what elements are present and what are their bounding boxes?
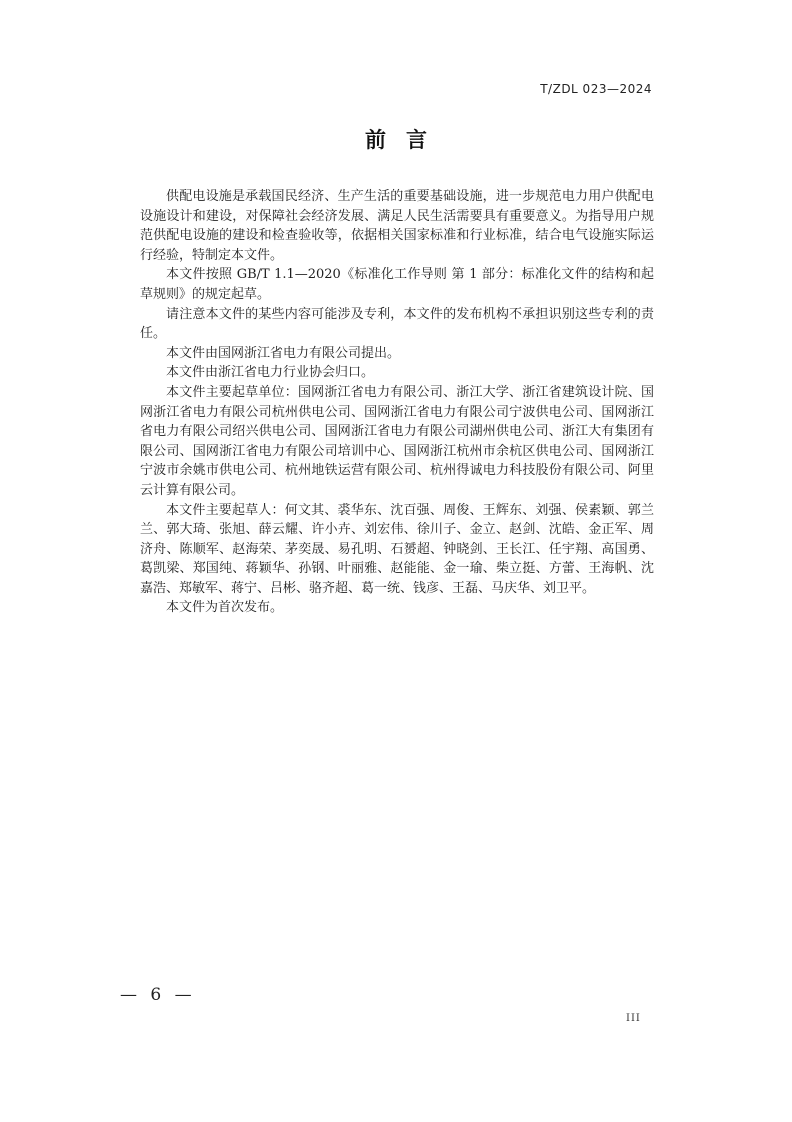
paragraph-drafting-units: 本文件主要起草单位：国网浙江省电力有限公司、浙江大学、浙江省建筑设计院、国网浙江省电力有限公司杭州供电公司、国网浙江省电力有限公司宁波供电公司、国网浙江省电力有限公司绍兴供电公司、国网浙江省电力有限公司湖州供电公司、浙江大有集团有限公司、国网浙江省电力有限公司培训中心、国网浙江杭州市余杭区供电公司、国网浙江宁波市余姚市供电公司、杭州地铁运营有限公司、杭州得诚电力科技股份有限公司、阿里云计算有限公司。 xyxy=(140,384,654,498)
paragraph-intro: 供配电设施是承载国民经济、生产生活的重要基础设施，进一步规范电力用户供配电设施设计和建设，对保障社会经济发展、满足人民生活需要具有重要意义。为指导用户规范供配电设施的建设和检查验收等，依据相关国家标准和行业标准，结合电气设施实际运行经验，特制定本文件。 xyxy=(140,189,654,263)
paragraph-centralized: 本文件由浙江省电力行业协会归口。 xyxy=(166,365,375,381)
paragraph-first-release: 本文件为首次发布。 xyxy=(166,600,284,616)
paragraph-patent-notice: 请注意本文件的某些内容可能涉及专利，本文件的发布机构不承担识别这些专利的责任。 xyxy=(140,306,654,342)
roman-page-number: III xyxy=(626,1013,641,1024)
page-title: 前言 xyxy=(365,128,447,152)
document-code: T/ZDL 023—2024 xyxy=(540,82,652,96)
foreword-body xyxy=(140,187,654,618)
paragraph-drafting-rules: 本文件按照 GB/T 1.1—2020《标准化工作导则 第 1 部分：标准化文件的结构和起草规则》的规定起草。 xyxy=(140,267,654,302)
paragraph-proposer: 本文件由国网浙江省电力有限公司提出。 xyxy=(166,345,401,361)
page-number-mark: — 6 — xyxy=(120,985,196,1005)
paragraph-drafters: 本文件主要起草人：何文其、裘华东、沈百强、周俊、王辉东、刘强、侯素颖、郭兰兰、郭大琦、张旭、薛云耀、许小卉、刘宏伟、徐川子、金立、赵剑、沈皓、金正军、周济舟、陈顺军、赵海荣、茅奕晟、易孔明、石赟超、钟晓剑、王长江、任宇翔、高国勇、葛凯梁、郑国纯、蒋颖华、孙钢、叶丽雅、赵能能、金一瑜、柴立挺、方蕾、王海帆、沈嘉浩、郑敏军、蒋宁、吕彬、骆齐超、葛一统、钱彦、王磊、马庆华、刘卫平。 xyxy=(140,502,654,596)
